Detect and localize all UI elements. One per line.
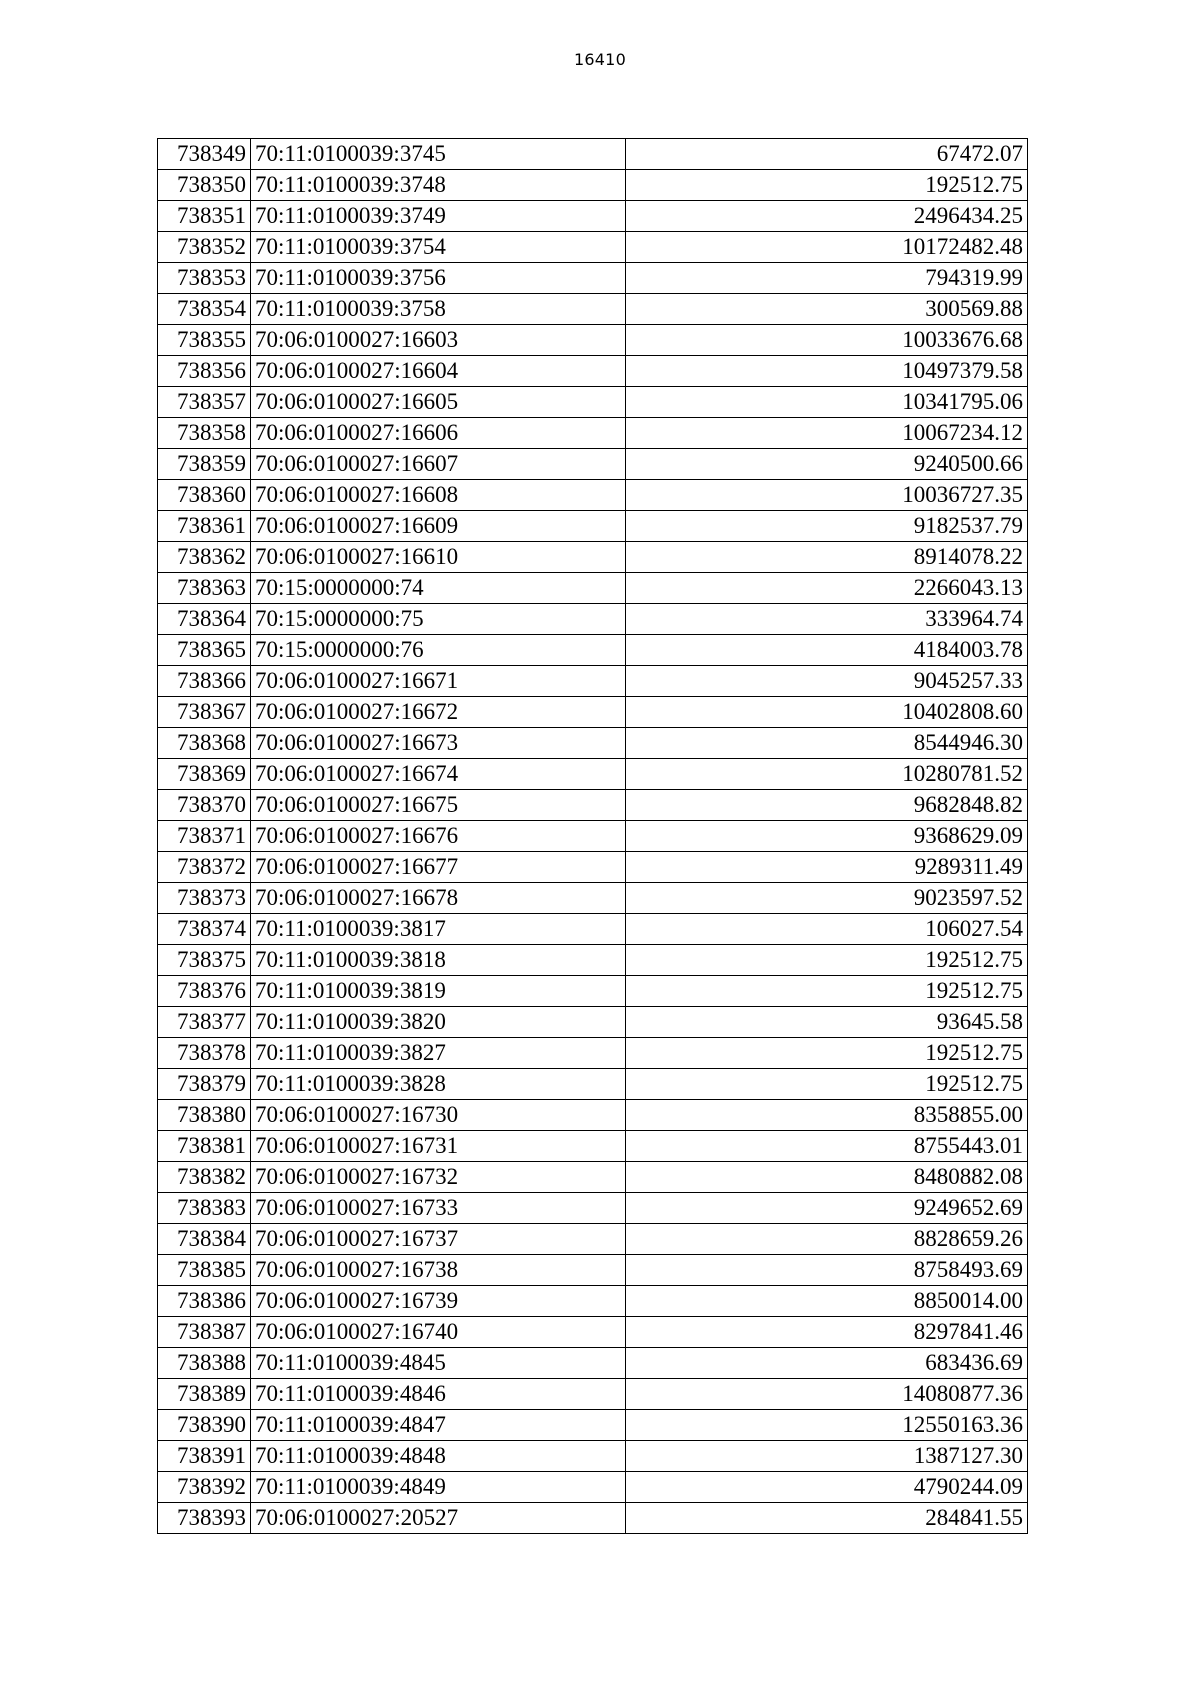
cadastral-number-cell: 70:06:0100027:16740 [251, 1317, 626, 1348]
table-row [158, 945, 1028, 976]
cadastral-number-cell: 70:15:0000000:74 [251, 573, 626, 604]
cadastral-number-cell: 70:06:0100027:16737 [251, 1224, 626, 1255]
table-row [158, 852, 1028, 883]
amount-cell: 67472.07 [626, 139, 1028, 170]
cadastral-number-cell: 70:06:0100027:16674 [251, 759, 626, 790]
row-number-cell: 738380 [158, 1100, 251, 1131]
table-row [158, 418, 1028, 449]
row-number-cell: 738366 [158, 666, 251, 697]
table-row [158, 604, 1028, 635]
amount-cell: 9249652.69 [626, 1193, 1028, 1224]
amount-cell: 192512.75 [626, 1069, 1028, 1100]
page-number: 16410 [574, 50, 626, 69]
row-number-cell: 738356 [158, 356, 251, 387]
table-row [158, 201, 1028, 232]
amount-cell: 192512.75 [626, 1038, 1028, 1069]
amount-cell: 2496434.25 [626, 201, 1028, 232]
table-row [158, 759, 1028, 790]
row-number-cell: 738360 [158, 480, 251, 511]
table-row [158, 1503, 1028, 1534]
cadastral-number-cell: 70:11:0100039:3817 [251, 914, 626, 945]
row-number-cell: 738362 [158, 542, 251, 573]
table-row [158, 914, 1028, 945]
row-number-cell: 738353 [158, 263, 251, 294]
amount-cell: 683436.69 [626, 1348, 1028, 1379]
amount-cell: 9182537.79 [626, 511, 1028, 542]
row-number-cell: 738377 [158, 1007, 251, 1038]
row-number-cell: 738385 [158, 1255, 251, 1286]
table-row [158, 1193, 1028, 1224]
cadastral-number-cell: 70:11:0100039:4846 [251, 1379, 626, 1410]
amount-cell: 192512.75 [626, 945, 1028, 976]
amount-cell: 106027.54 [626, 914, 1028, 945]
amount-cell: 2266043.13 [626, 573, 1028, 604]
cadastral-number-cell: 70:11:0100039:3745 [251, 139, 626, 170]
amount-cell: 192512.75 [626, 976, 1028, 1007]
amount-cell: 10067234.12 [626, 418, 1028, 449]
amount-cell: 1387127.30 [626, 1441, 1028, 1472]
table-row [158, 511, 1028, 542]
row-number-cell: 738361 [158, 511, 251, 542]
table-row [158, 1100, 1028, 1131]
row-number-cell: 738389 [158, 1379, 251, 1410]
amount-cell: 10497379.58 [626, 356, 1028, 387]
row-number-cell: 738363 [158, 573, 251, 604]
row-number-cell: 738390 [158, 1410, 251, 1441]
table-row [158, 1410, 1028, 1441]
cadastral-number-cell: 70:11:0100039:3748 [251, 170, 626, 201]
amount-cell: 9045257.33 [626, 666, 1028, 697]
cadastral-number-cell: 70:06:0100027:16739 [251, 1286, 626, 1317]
cadastral-number-cell: 70:06:0100027:16676 [251, 821, 626, 852]
row-number-cell: 738368 [158, 728, 251, 759]
row-number-cell: 738370 [158, 790, 251, 821]
table-body [158, 139, 1028, 1534]
row-number-cell: 738358 [158, 418, 251, 449]
row-number-cell: 738388 [158, 1348, 251, 1379]
row-number-cell: 738383 [158, 1193, 251, 1224]
row-number-cell: 738369 [158, 759, 251, 790]
cadastral-number-cell: 70:06:0100027:16673 [251, 728, 626, 759]
table-row [158, 790, 1028, 821]
table-row [158, 139, 1028, 170]
cadastral-number-cell: 70:06:0100027:16678 [251, 883, 626, 914]
amount-cell: 8480882.08 [626, 1162, 1028, 1193]
amount-cell: 4790244.09 [626, 1472, 1028, 1503]
cadastral-number-cell: 70:11:0100039:4847 [251, 1410, 626, 1441]
cadastral-number-cell: 70:11:0100039:3820 [251, 1007, 626, 1038]
amount-cell: 10036727.35 [626, 480, 1028, 511]
amount-cell: 12550163.36 [626, 1410, 1028, 1441]
amount-cell: 8358855.00 [626, 1100, 1028, 1131]
table-row [158, 480, 1028, 511]
cadastral-number-cell: 70:06:0100027:16732 [251, 1162, 626, 1193]
cadastral-number-cell: 70:06:0100027:16730 [251, 1100, 626, 1131]
row-number-cell: 738392 [158, 1472, 251, 1503]
cadastral-number-cell: 70:06:0100027:16609 [251, 511, 626, 542]
table-row [158, 1038, 1028, 1069]
amount-cell: 8297841.46 [626, 1317, 1028, 1348]
cadastral-number-cell: 70:15:0000000:76 [251, 635, 626, 666]
row-number-cell: 738351 [158, 201, 251, 232]
amount-cell: 10341795.06 [626, 387, 1028, 418]
amount-cell: 8758493.69 [626, 1255, 1028, 1286]
cadastral-number-cell: 70:11:0100039:3758 [251, 294, 626, 325]
cadastral-number-cell: 70:11:0100039:4845 [251, 1348, 626, 1379]
amount-cell: 794319.99 [626, 263, 1028, 294]
row-number-cell: 738387 [158, 1317, 251, 1348]
cadastral-number-cell: 70:06:0100027:16731 [251, 1131, 626, 1162]
cadastral-number-cell: 70:11:0100039:3756 [251, 263, 626, 294]
cadastral-number-cell: 70:06:0100027:16677 [251, 852, 626, 883]
amount-cell: 333964.74 [626, 604, 1028, 635]
cadastral-number-cell: 70:06:0100027:16672 [251, 697, 626, 728]
row-number-cell: 738364 [158, 604, 251, 635]
cadastral-number-cell: 70:11:0100039:4849 [251, 1472, 626, 1503]
cadastral-number-cell: 70:11:0100039:4848 [251, 1441, 626, 1472]
row-number-cell: 738378 [158, 1038, 251, 1069]
table-row [158, 1472, 1028, 1503]
amount-cell: 4184003.78 [626, 635, 1028, 666]
cadastral-number-cell: 70:06:0100027:16606 [251, 418, 626, 449]
table-row [158, 573, 1028, 604]
row-number-cell: 738384 [158, 1224, 251, 1255]
row-number-cell: 738357 [158, 387, 251, 418]
cadastral-number-cell: 70:06:0100027:16604 [251, 356, 626, 387]
table-row [158, 1007, 1028, 1038]
amount-cell: 300569.88 [626, 294, 1028, 325]
amount-cell: 9289311.49 [626, 852, 1028, 883]
row-number-cell: 738365 [158, 635, 251, 666]
cadastral-number-cell: 70:06:0100027:20527 [251, 1503, 626, 1534]
table-row [158, 821, 1028, 852]
row-number-cell: 738375 [158, 945, 251, 976]
table-row [158, 1348, 1028, 1379]
table-row [158, 976, 1028, 1007]
cadastral-number-cell: 70:11:0100039:3828 [251, 1069, 626, 1100]
row-number-cell: 738372 [158, 852, 251, 883]
amount-cell: 192512.75 [626, 170, 1028, 201]
amount-cell: 10172482.48 [626, 232, 1028, 263]
row-number-cell: 738352 [158, 232, 251, 263]
row-number-cell: 738359 [158, 449, 251, 480]
cadastral-number-cell: 70:06:0100027:16738 [251, 1255, 626, 1286]
amount-cell: 10402808.60 [626, 697, 1028, 728]
row-number-cell: 738354 [158, 294, 251, 325]
cadastral-number-cell: 70:11:0100039:3818 [251, 945, 626, 976]
table-row [158, 1441, 1028, 1472]
cadastral-number-cell: 70:06:0100027:16608 [251, 480, 626, 511]
amount-cell: 8914078.22 [626, 542, 1028, 573]
table-row [158, 356, 1028, 387]
row-number-cell: 738371 [158, 821, 251, 852]
amount-cell: 8755443.01 [626, 1131, 1028, 1162]
amount-cell: 8850014.00 [626, 1286, 1028, 1317]
table-row [158, 1379, 1028, 1410]
row-number-cell: 738382 [158, 1162, 251, 1193]
table-row [158, 1224, 1028, 1255]
amount-cell: 284841.55 [626, 1503, 1028, 1534]
cadastral-number-cell: 70:06:0100027:16603 [251, 325, 626, 356]
row-number-cell: 738391 [158, 1441, 251, 1472]
cadastral-number-cell: 70:06:0100027:16675 [251, 790, 626, 821]
table-row [158, 1162, 1028, 1193]
amount-cell: 14080877.36 [626, 1379, 1028, 1410]
row-number-cell: 738349 [158, 139, 251, 170]
row-number-cell: 738381 [158, 1131, 251, 1162]
row-number-cell: 738386 [158, 1286, 251, 1317]
row-number-cell: 738376 [158, 976, 251, 1007]
amount-cell: 93645.58 [626, 1007, 1028, 1038]
row-number-cell: 738393 [158, 1503, 251, 1534]
amount-cell: 8544946.30 [626, 728, 1028, 759]
table-row [158, 666, 1028, 697]
table-row [158, 263, 1028, 294]
table-row [158, 1317, 1028, 1348]
cadastral-number-cell: 70:06:0100027:16733 [251, 1193, 626, 1224]
amount-cell: 9240500.66 [626, 449, 1028, 480]
amount-cell: 10280781.52 [626, 759, 1028, 790]
table-row [158, 697, 1028, 728]
cadastral-number-cell: 70:06:0100027:16671 [251, 666, 626, 697]
row-number-cell: 738379 [158, 1069, 251, 1100]
table-row [158, 294, 1028, 325]
row-number-cell: 738374 [158, 914, 251, 945]
cadastral-number-cell: 70:06:0100027:16610 [251, 542, 626, 573]
cadastral-number-cell: 70:06:0100027:16605 [251, 387, 626, 418]
cadastral-number-cell: 70:11:0100039:3819 [251, 976, 626, 1007]
table-row [158, 728, 1028, 759]
cadastral-number-cell: 70:11:0100039:3827 [251, 1038, 626, 1069]
table-row [158, 542, 1028, 573]
data-table [157, 138, 1028, 1534]
amount-cell: 8828659.26 [626, 1224, 1028, 1255]
table-row [158, 170, 1028, 201]
row-number-cell: 738367 [158, 697, 251, 728]
row-number-cell: 738355 [158, 325, 251, 356]
cadastral-number-cell: 70:11:0100039:3749 [251, 201, 626, 232]
row-number-cell: 738350 [158, 170, 251, 201]
table-row [158, 1069, 1028, 1100]
amount-cell: 9023597.52 [626, 883, 1028, 914]
table-row [158, 232, 1028, 263]
table-row [158, 1286, 1028, 1317]
cadastral-number-cell: 70:06:0100027:16607 [251, 449, 626, 480]
table-row [158, 449, 1028, 480]
row-number-cell: 738373 [158, 883, 251, 914]
amount-cell: 9368629.09 [626, 821, 1028, 852]
table-row [158, 325, 1028, 356]
table-row [158, 387, 1028, 418]
table-row [158, 1131, 1028, 1162]
amount-cell: 10033676.68 [626, 325, 1028, 356]
cadastral-number-cell: 70:11:0100039:3754 [251, 232, 626, 263]
table-row [158, 635, 1028, 666]
cadastral-number-cell: 70:15:0000000:75 [251, 604, 626, 635]
amount-cell: 9682848.82 [626, 790, 1028, 821]
table-row [158, 1255, 1028, 1286]
table-row [158, 883, 1028, 914]
